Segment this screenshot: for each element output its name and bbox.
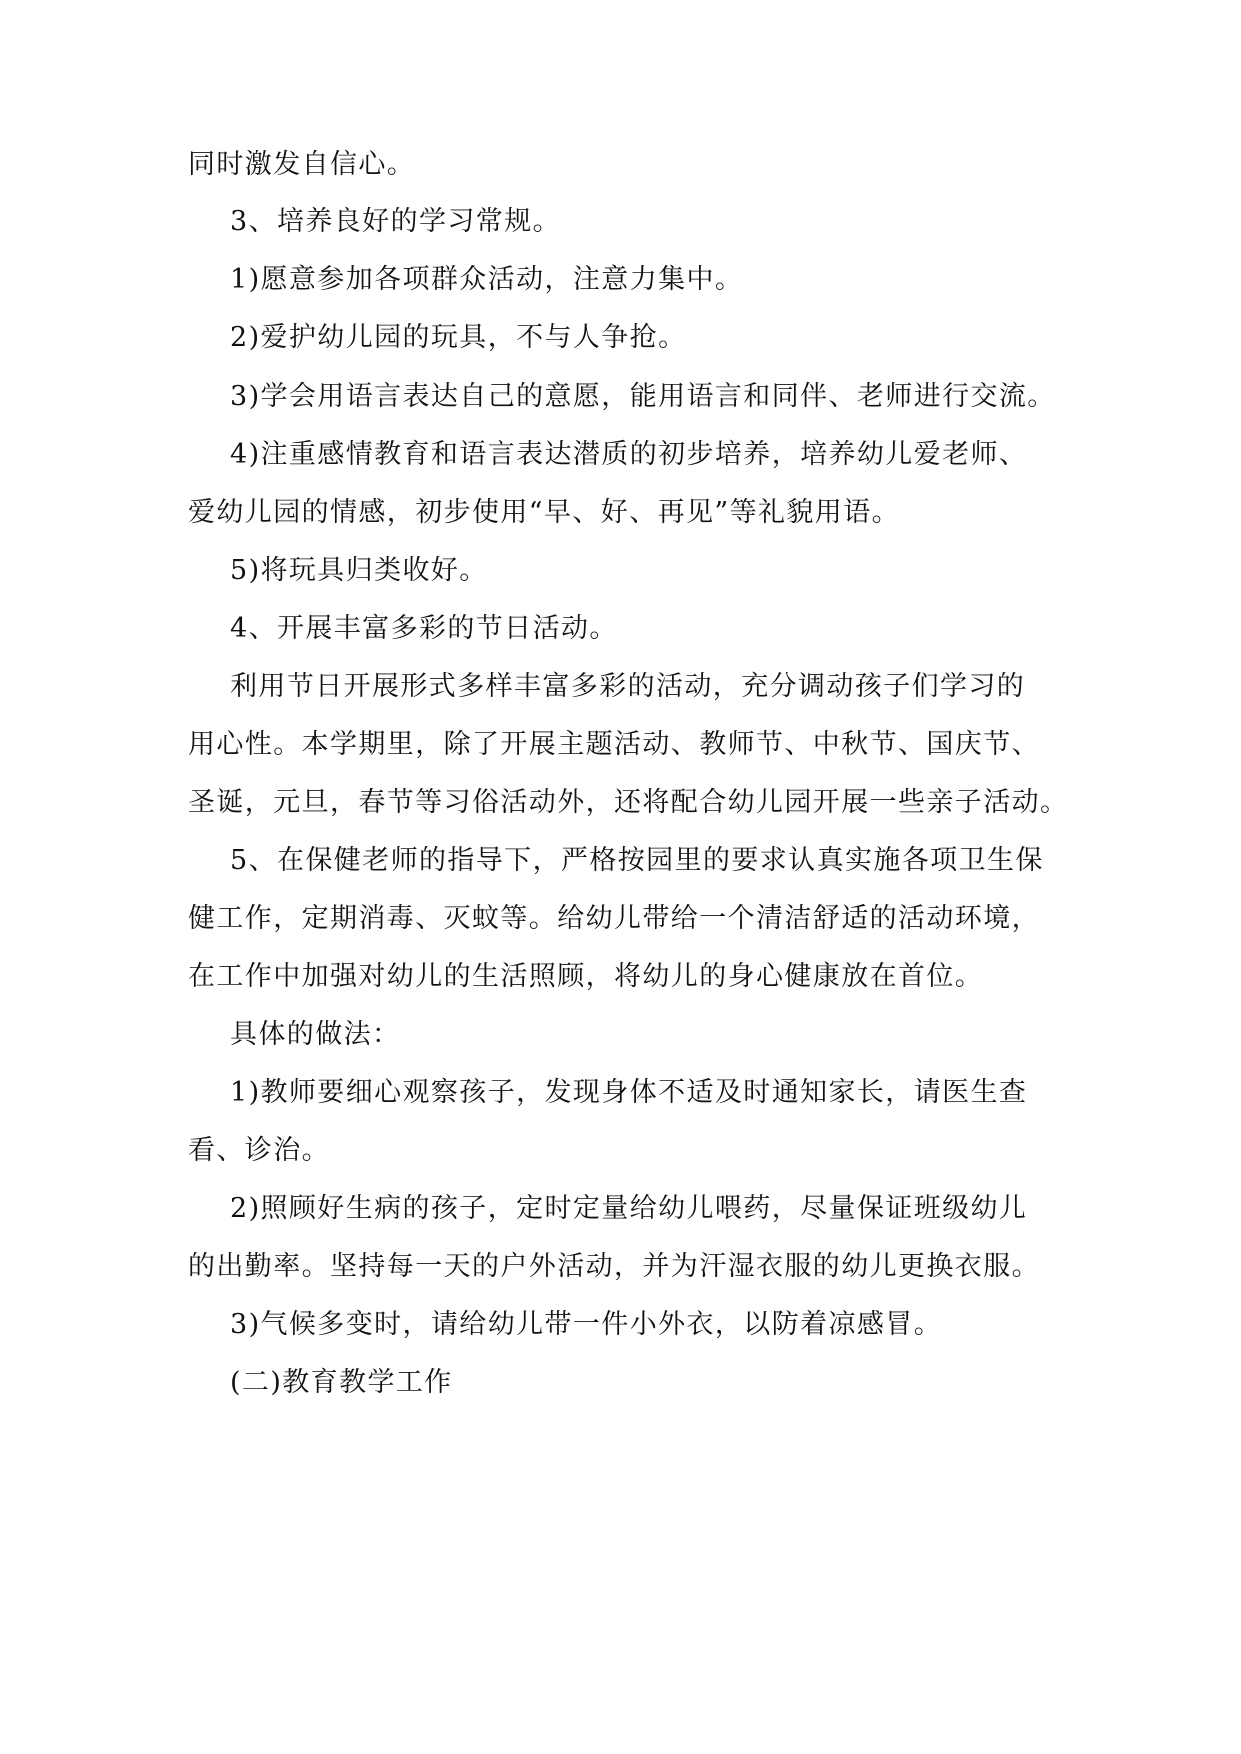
text-line: 1)愿意参加各项群众活动，注意力集中。 (230, 264, 744, 295)
text-line: 3、培养良好的学习常规。 (230, 206, 561, 237)
text-line: 在工作中加强对幼儿的生活照顾，将幼儿的身心健康放在首位。 (188, 961, 984, 992)
text-line: 用心性。本学期里，除了开展主题活动、教师节、中秋节、国庆节、 (188, 729, 1040, 760)
text-line: 2)爱护幼儿园的玩具，不与人争抢。 (230, 322, 687, 353)
text-line: 4、开展丰富多彩的节日活动。 (230, 613, 618, 644)
text-line: 爱幼儿园的情感，初步使用“早、好、再见”等礼貌用语。 (188, 497, 901, 528)
text-line: 利用节日开展形式多样丰富多彩的活动，充分调动孩子们学习的 (230, 671, 1026, 702)
text-line: 看、诊治。 (188, 1135, 330, 1166)
text-line: 圣诞，元旦，春节等习俗活动外，还将配合幼儿园开展一些亲子活动。 (188, 787, 1069, 818)
text-line: (二)教育教学工作 (230, 1367, 453, 1398)
text-line: 1)教师要细心观察孩子，发现身体不适及时通知家长，请医生查 (230, 1077, 1028, 1108)
text-line: 的出勤率。坚持每一天的户外活动，并为汗湿衣服的幼儿更换衣服。 (188, 1251, 1040, 1282)
text-line: 5、在保健老师的指导下，严格按园里的要求认真实施各项卫生保 (230, 845, 1044, 876)
text-line: 2)照顾好生病的孩子，定时定量给幼儿喂药，尽量保证班级幼儿 (230, 1193, 1028, 1224)
text-line: 具体的做法： (230, 1019, 401, 1050)
text-line: 3)学会用语言表达自己的意愿，能用语言和同伴、老师进行交流。 (230, 381, 1056, 412)
text-line: 4)注重感情教育和语言表达潜质的初步培养，培养幼儿爱老师、 (230, 439, 1028, 470)
text-line: 3)气候多变时，请给幼儿带一件小外衣，以防着凉感冒。 (230, 1309, 943, 1340)
text-line: 5)将玩具归类收好。 (230, 555, 488, 586)
text-line: 同时激发自信心。 (188, 149, 416, 180)
text-line: 健工作，定期消毒、灭蚊等。给幼儿带给一个清洁舒适的活动环境， (188, 903, 1040, 934)
